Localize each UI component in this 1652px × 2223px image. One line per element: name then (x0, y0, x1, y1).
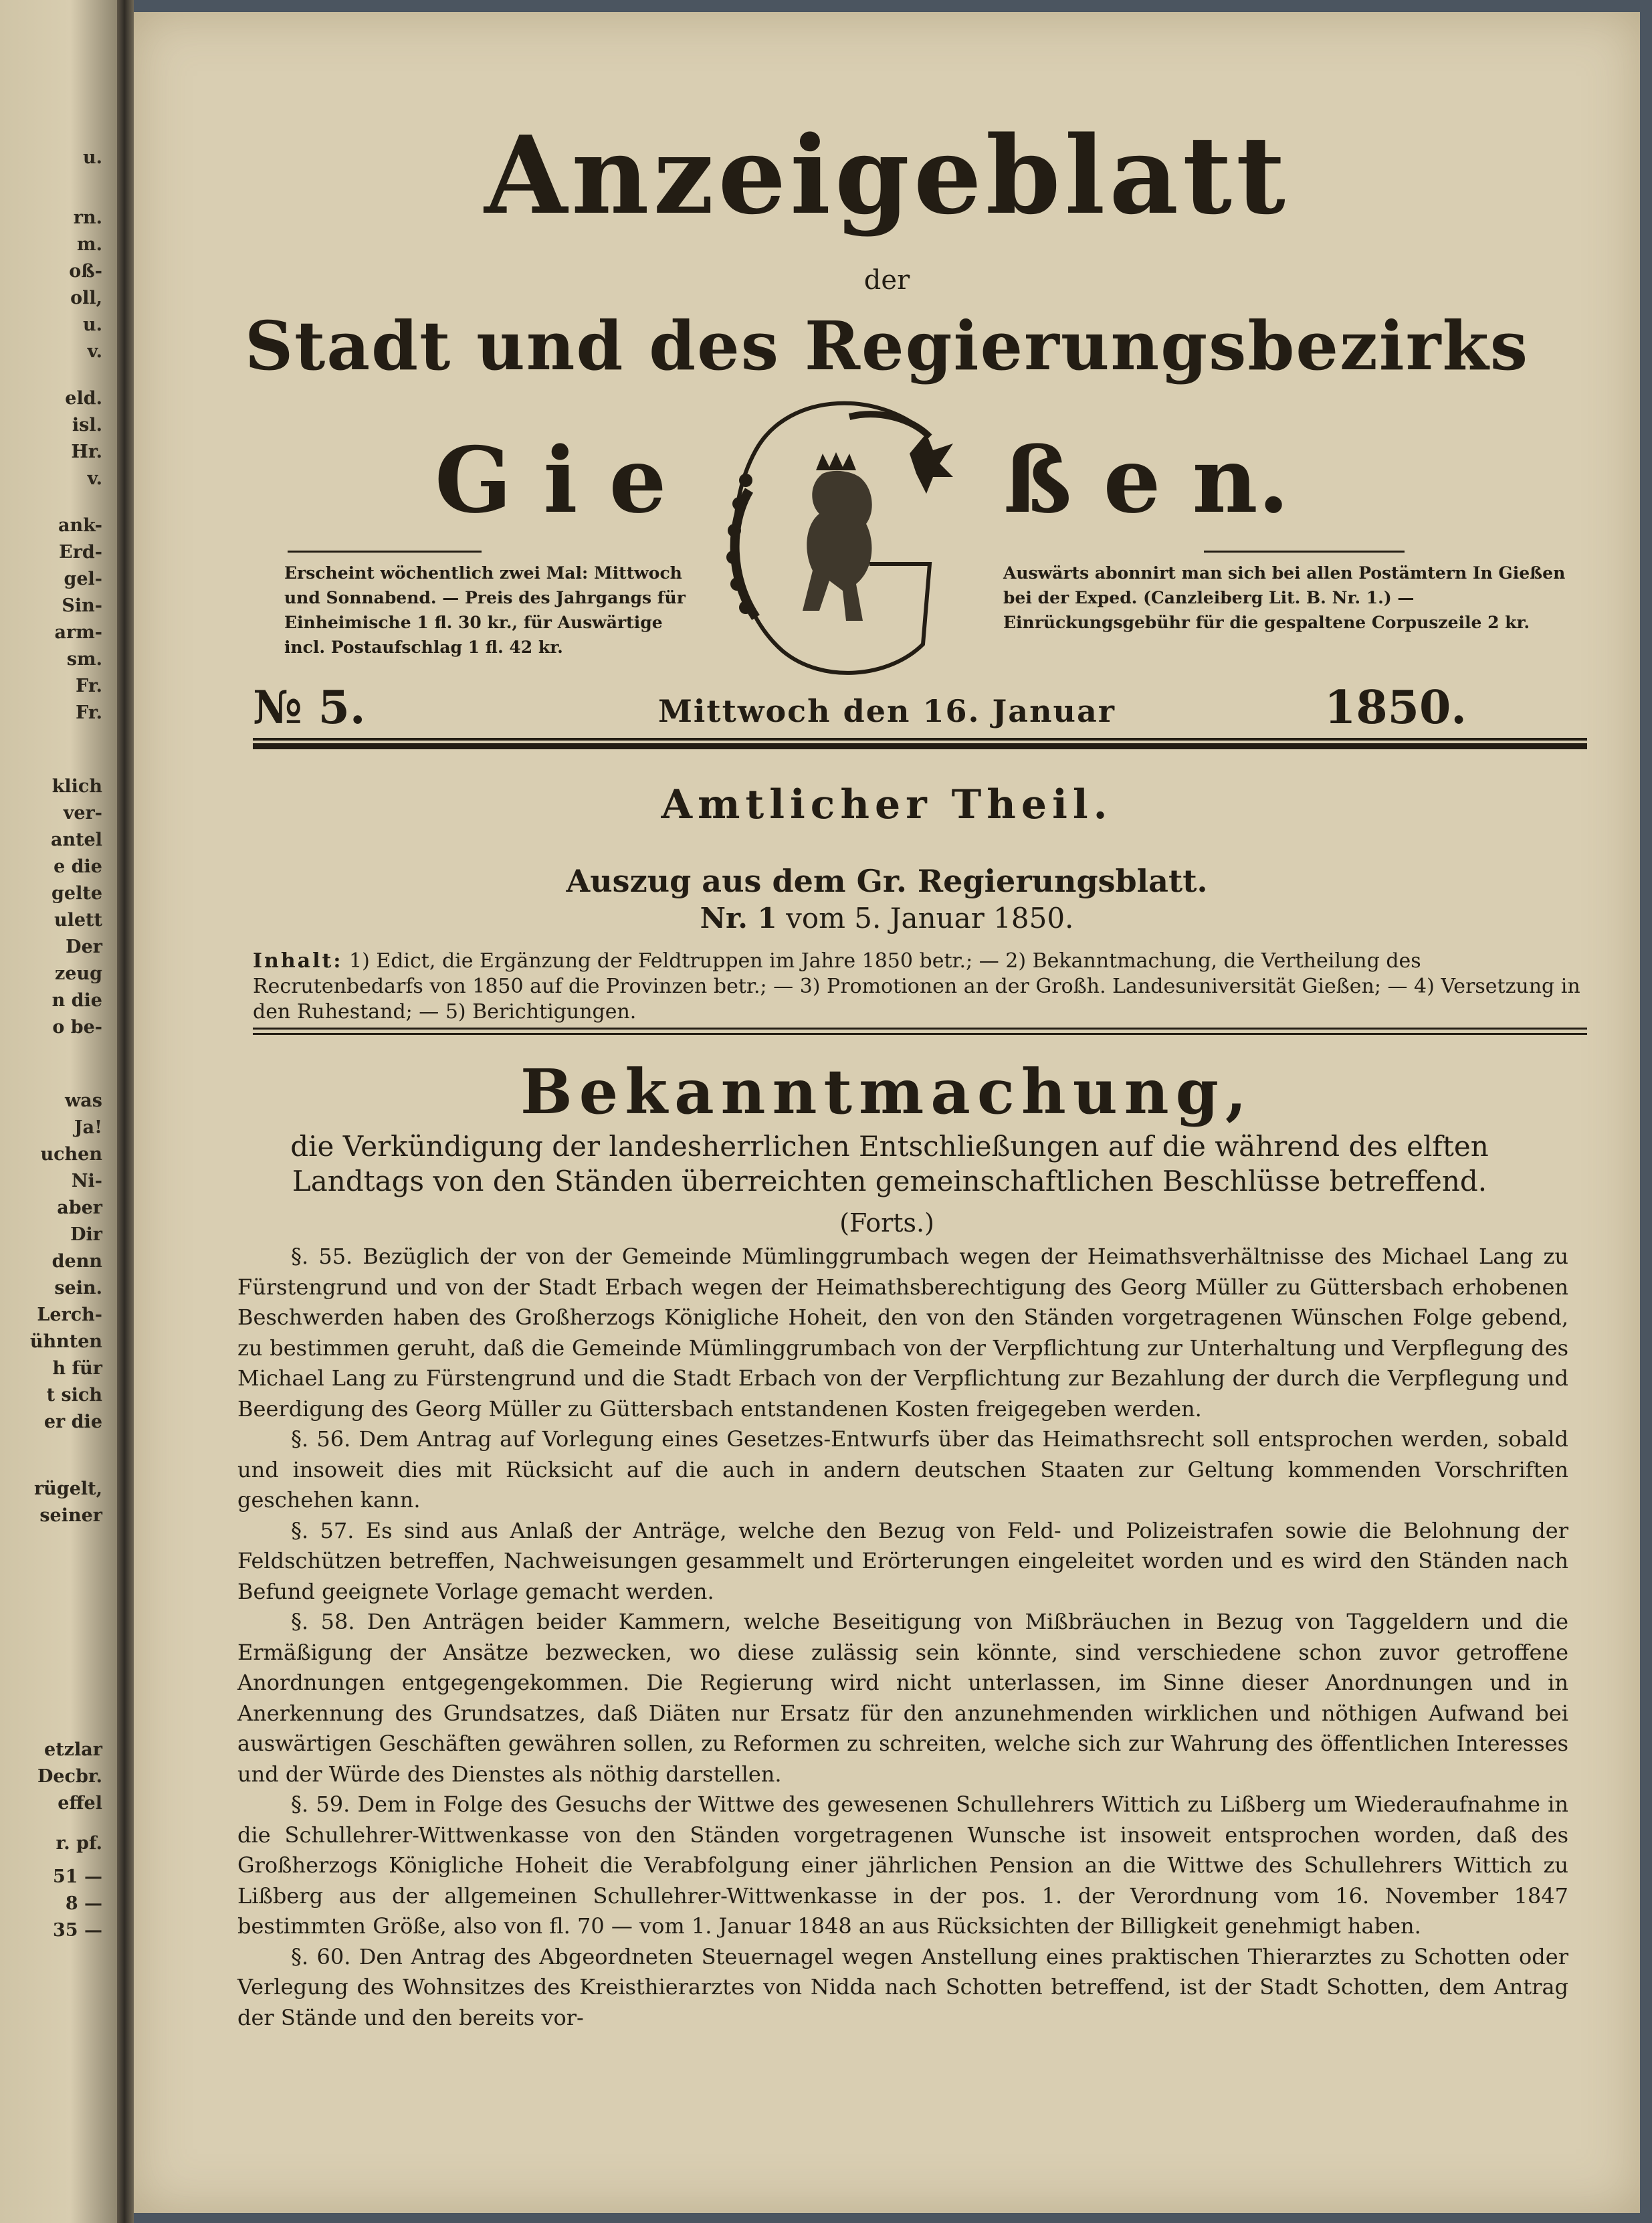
newspaper-page (134, 12, 1640, 2213)
paragraph-56: §. 56. Dem Antrag auf Vorlegung eines Gesetzes-Entwurfs über das Heimathsrecht soll entsprochen werden, sobald und insoweit dies mit Rücksicht auf die auch in andern deutschen Staaten zur Geltung kommenden Vorschriften geschehen kann. (237, 1426, 1568, 1513)
section-heading: Amtlicher Theil. (661, 781, 1113, 828)
left-page-fragment: 51 — (53, 1866, 102, 1887)
left-page-fragment: e die (54, 856, 102, 877)
left-page-fragment: Hr. (71, 442, 102, 462)
left-page-fragment: m. (77, 234, 102, 255)
city-name-right: ß e n. (1003, 427, 1289, 533)
paragraph-55: §. 55. Bezüglich der von der Gemeinde Mümlinggrumbach wegen der Heimathsverhältnisse des Michael Lang zu Fürstengrund und von der Stadt Erbach wegen der Heimathsberechtigung des Georg Müller zu Güttersbach erhobenen Beschwerden haben des Großherzogs Königliche Hoheit, den von den Ständen vorgetragenen Wünschen Folge gebend, zu bestimmen geruht, daß die Gemeinde Mümlinggrumbach von der Verpflichtung zur Unterhaltung und Verpflegung des Michael Lang zu Fürstengrund und die Stadt Erbach von der Verpflichtung zur Bezahlung der durch die Verpflegung und Beerdigung des Georg Müller zu Güttersbach entstandenen Kosten freigegeben werden. (237, 1244, 1568, 1422)
issue-date: Mittwoch den 16. Januar (657, 693, 1116, 729)
left-page-fragment: Ja! (74, 1117, 102, 1138)
left-page-fragment: seiner (39, 1505, 102, 1526)
left-page-fragment: was (65, 1090, 102, 1111)
announcement-body (237, 1242, 1568, 2033)
left-page-fragment: rügelt, (33, 1478, 102, 1499)
left-page-fragment: ver- (63, 803, 102, 824)
left-page-fragment: denn (51, 1251, 102, 1272)
left-page-fragment: u. (82, 147, 102, 168)
left-page-fragment: Fr. (76, 676, 102, 696)
contents-rule-1 (253, 1028, 1587, 1030)
left-page-fragment: Ni- (71, 1171, 102, 1191)
left-page-fragment: gel- (64, 569, 102, 589)
paragraph-57: §. 57. Es sind aus Anlaß der Anträge, welche den Bezug von Feld- und Polizeistrafen sowie die Belohnung der Feldschützen betreffen, Nachweisungen gesammelt und Erörterungen eingeleitet worden und es wird den Ständen nach Befund geeignete Vorlage gemacht werden. (237, 1517, 1568, 1604)
masthead-title: Anzeigeblatt (484, 112, 1289, 238)
left-page-fragment: isl. (72, 415, 102, 436)
left-page-fragment: 8 — (65, 1893, 102, 1914)
left-page-fragment: ank- (58, 515, 102, 536)
advertising-notice: Auswärts abonnirt man sich bei allen Postämtern In Gießen bei der Exped. (Canzleiberg Lit. B. Nr. 1.) — Einrückungsgebühr für die gespaltene Corpuszeile 2 kr. (1003, 563, 1566, 632)
gazette-date: vom 5. Januar 1850. (786, 902, 1074, 935)
gazette-number-line (134, 902, 1640, 935)
left-page-fragment: sm. (66, 649, 102, 670)
gazette-number: Nr. 1 (700, 902, 777, 935)
left-page-fragment: ulett (54, 910, 102, 931)
left-page-fragment: oll, (70, 288, 102, 308)
left-page-fragment: effel (58, 1793, 102, 1814)
left-page-fragment: sein. (54, 1278, 102, 1298)
extract-heading: Auszug aus dem Gr. Regierungsblatt. (566, 863, 1208, 899)
left-page-fragment: klich (51, 776, 102, 797)
adjacent-page-fragment (0, 0, 117, 2223)
left-page-fragment: r. pf. (56, 1833, 102, 1854)
left-page-fragment: etzlar (44, 1739, 102, 1760)
contents-label: Inhalt: (253, 949, 343, 973)
right-notice-rule (1204, 551, 1405, 553)
left-page-fragment: antel (50, 830, 102, 850)
announcement-title: Bekanntmachung, (520, 1056, 1253, 1128)
left-page-fragment: uchen (40, 1144, 102, 1165)
left-page-fragment: arm- (54, 622, 102, 643)
left-page-fragment: 35 — (53, 1920, 102, 1941)
paragraph-59: §. 59. Dem in Folge des Gesuchs der Wittwe des gewesenen Schullehrers Wittich zu Lißberg um Wiederaufnahme in die Schullehrer-Wittwenkasse von den Ständen vorgetragenen Wunsche ist insoweit entsprochen worden, daß des Großherzogs Königliche Hoheit die Verabfolgung einer jährlichen Pension an die Wittwe des Schullehrers Wittich zu Lißberg aus der allgemeinen Schullehrer-Wittwenkasse in der pos. 1. der Verordnung vom 16. November 1847 bestimmten Größe, also von fl. 70 — vom 1. Januar 1848 an aus Rücksichten der Billigkeit genehmigt haben. (237, 1792, 1568, 1939)
left-page-fragment: eld. (65, 388, 102, 409)
continued-marker: (Forts.) (839, 1208, 934, 1238)
left-page-fragment: v. (87, 341, 102, 362)
left-page-fragment: Erd- (59, 542, 102, 563)
left-page-fragment: oß- (69, 261, 102, 282)
issue-number: № 5. (253, 681, 366, 735)
masthead-der: der (863, 265, 910, 296)
left-page-fragment: v. (87, 468, 102, 489)
announcement-subtitle: die Verkündigung der landesherrlichen Entschließungen auf die während des elften Landtags von den Ständen überreichten gemeinschaftlichen Beschlüsse betreffend. (290, 1130, 1489, 1197)
left-page-fragment: er die (43, 1412, 102, 1432)
date-rule-thin (253, 738, 1587, 741)
left-page-fragment: ühnten (29, 1331, 102, 1352)
left-page-fragment: aber (57, 1197, 102, 1218)
hessian-lion-emblem-icon (709, 390, 963, 678)
left-page-fragment: Dir (70, 1224, 102, 1245)
left-page-fragment: Fr. (76, 702, 102, 723)
subscription-notice: Erscheint wöchentlich zwei Mal: Mittwoch und Sonnabend. — Preis des Jahrgangs für Einheimische 1 fl. 30 kr., für Auswärtige incl. Postaufschlag 1 fl. 42 kr. (284, 563, 686, 657)
gazette-contents (253, 949, 1584, 1025)
left-page-fragment: Decbr. (37, 1766, 102, 1787)
left-notice-rule (288, 551, 482, 553)
left-page-fragment: o be- (52, 1017, 102, 1038)
date-rule-thick (253, 743, 1587, 749)
issue-year: 1850. (1324, 681, 1467, 735)
paragraph-58: §. 58. Den Anträgen beider Kammern, welche Beseitigung von Mißbräuchen in Bezug von Taggeldern und die Ermäßigung der Ansätze bezwecken, wo diese zulässig sein könnte, sind verschiedene schon zuvor getroffene Anordnungen entgegengekommen. Die Regierung wird nicht unterlassen, im Sinne dieser Anordnungen und in Anerkennung des Grundsatzes, daß Diäten nur Ersatz für den anzunehmenden wirklichen und nöthigen Aufwand bei auswärtigen Geschäften gewähren sollen, zu Reformen zu schreiten, welche sich zur Wahrung des öffentlichen Interesses und der Würde des Dienstes als nöthig darstellen. (237, 1609, 1568, 1787)
left-page-fragment: Lerch- (37, 1304, 102, 1325)
paragraph-60: §. 60. Den Antrag des Abgeordneten Steuernagel wegen Anstellung eines praktischen Thierarztes zu Schotten oder Verlegung des Wohnsitzes des Kreisthierarztes von Nidda nach Schotten betreffend, ist der Stadt Schotten, dem Antrag der Stände und den bereits vor- (237, 1943, 1568, 2030)
masthead-subtitle: Stadt und des Regierungsbezirks (244, 306, 1530, 385)
left-page-fragment: rn. (73, 207, 102, 228)
left-page-fragment: h für (52, 1358, 102, 1379)
left-page-fragment: n die (51, 990, 102, 1011)
book-gutter (117, 0, 134, 2223)
city-name-left: G i e (435, 427, 667, 533)
contents-rule-2 (253, 1033, 1587, 1035)
left-page-fragment: gelte (51, 883, 102, 904)
left-page-fragment: t sich (46, 1385, 102, 1406)
left-page-fragment: zeug (54, 963, 102, 984)
left-page-fragment: Der (66, 937, 102, 957)
left-page-fragment: Sin- (62, 595, 102, 616)
contents-text: 1) Edict, die Ergänzung der Feldtruppen im Jahre 1850 betr.; — 2) Bekanntmachung, die Vertheilung des Recrutenbedarfs von 1850 auf die Provinzen betr.; — 3) Promotionen an der Großh. Landesuniversität Gießen; — 4) Versetzung in den Ruhestand; — 5) Berichtigungen. (253, 949, 1580, 1024)
left-page-fragment: u. (82, 314, 102, 335)
